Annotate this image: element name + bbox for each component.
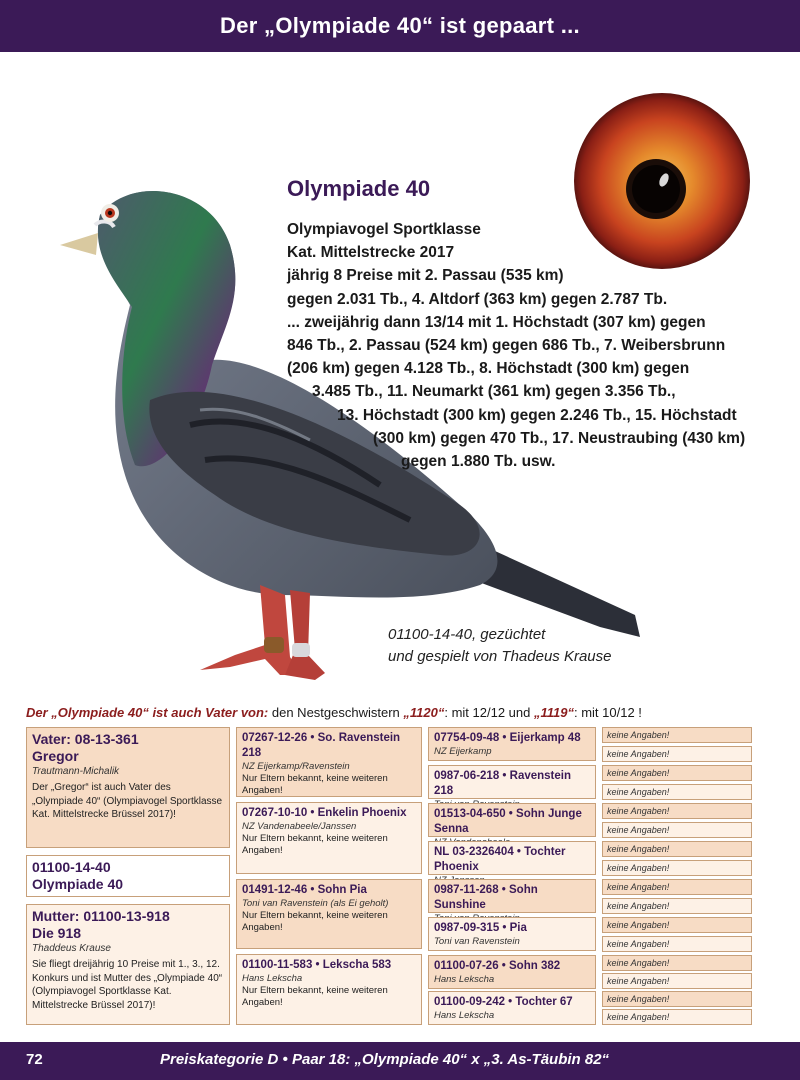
sire-breeder: Trautmann-Michalik xyxy=(32,766,120,777)
achievement-line: gegen 1.880 Tb. usw. xyxy=(401,453,556,471)
achievement-text xyxy=(287,218,797,473)
achievement-line: (300 km) gegen 470 Tb., 17. Neustraubing (430 km) xyxy=(373,429,746,447)
no-info-cell: keine Angaben! xyxy=(602,1009,752,1025)
no-info-cell: keine Angaben! xyxy=(602,973,752,989)
header-title: Der „Olympiade 40“ ist gepaart ... xyxy=(220,13,580,38)
achievement-line: jährig 8 Preise mit 2. Passau (535 km) xyxy=(287,267,564,285)
grandparent-box: 01100-11-583 • Lekscha 583 Hans Lekscha Nur Eltern bekannt, keine weiteren Angaben! xyxy=(236,954,422,1025)
grandparent-box: 07267-12-26 • So. Ravenstein 218 NZ Eijerkamp/Ravenstein Nur Eltern bekannt, keine weiteren Angaben! xyxy=(236,727,422,797)
no-info-cell: keine Angaben! xyxy=(602,860,752,876)
no-info-cell: keine Angaben! xyxy=(602,991,752,1007)
dam-box xyxy=(26,904,230,1025)
dam-note: Sie fliegt dreijährig 10 Preise mit 1., 3., 12. Konkurs und ist Mutter des „Olympiade 40“ (Olympiavogel Sportklasse Kat. Mittelstrecke Brüssel 2017)! xyxy=(32,959,223,1011)
grandparent-box: 01491-12-46 • Sohn Pia Toni van Ravenstein (als Ei geholt) Nur Eltern bekannt, keine weiteren Angaben! xyxy=(236,879,422,949)
pigeon-name: Olympiade 40 xyxy=(287,176,431,201)
no-info-cell: keine Angaben! xyxy=(602,746,752,762)
no-info-cell: keine Angaben! xyxy=(602,803,752,819)
achievement-line: Kat. Mittelstrecke 2017 xyxy=(287,244,455,262)
no-info-cell: keine Angaben! xyxy=(602,936,752,952)
no-info-cell: keine Angaben! xyxy=(602,879,752,895)
page-number: 72 xyxy=(26,1051,43,1068)
achievement-line: Olympiavogel Sportklasse xyxy=(287,221,481,238)
dam-name: Die 918 xyxy=(32,925,82,941)
offspring-note: Der „Olympiade 40“ ist auch Vater von: den Nestgeschwistern „1120“: mit 12/12 und „1119“: mit 10/12 ! xyxy=(26,705,642,720)
no-info-cell: keine Angaben! xyxy=(602,898,752,914)
photo-caption: 01100-14-40, gezüchtet und gespielt von Thadeus Krause xyxy=(388,626,612,665)
dam-breeder: Thaddeus Krause xyxy=(32,943,111,954)
sire-note: Der „Gregor“ ist auch Vater des „Olympiade 40“ (Olympiavogel Sportklasse Kat. Mittelstrecke Brüssel 2017)! xyxy=(32,782,223,820)
no-info-cell: keine Angaben! xyxy=(602,917,752,933)
no-info-cell: keine Angaben! xyxy=(602,822,752,838)
sire-title: Vater: 08-13-361 xyxy=(32,731,139,747)
great-grandparent-box: 07754-09-48 • Eijerkamp 48 NZ Eijerkamp xyxy=(428,727,596,761)
great-grandparent-box: 0987-06-218 • Ravenstein 218 xyxy=(428,765,596,799)
sire-name: Gregor xyxy=(32,748,79,764)
no-info-cell: keine Angaben! xyxy=(602,841,752,857)
achievement-line: gegen 2.031 Tb., 4. Altdorf (363 km) gegen 2.787 Tb. xyxy=(287,290,668,308)
achievement-line: 846 Tb., 2. Passau (524 km) gegen 686 Tb., 7. Weibersbrunn xyxy=(287,337,726,355)
no-info-cell: keine Angaben! xyxy=(602,765,752,781)
subject-ring: 01100-14-40 xyxy=(32,859,111,875)
grandparent-box: 07267-10-10 • Enkelin Phoenix NZ Vandenabeele/Janssen Nur Eltern bekannt, keine weiteren Angaben! xyxy=(236,802,422,874)
no-info-cell: keine Angaben! xyxy=(602,727,752,743)
sire-box xyxy=(26,727,230,848)
achievement-line: ... zweijährig dann 13/14 mit 1. Höchstadt (307 km) gegen xyxy=(287,313,706,331)
achievement-line: 3.485 Tb., 11. Neumarkt (361 km) gegen 3.356 Tb., xyxy=(312,383,676,401)
great-grandparent-box: 0987-11-268 • Sohn Sunshine xyxy=(428,879,596,913)
great-grandparent-box: NL 03-2326404 • Tochter Phoenix xyxy=(428,841,596,875)
dam-title: Mutter: 01100-13-918 xyxy=(32,908,170,924)
footer-title: Preiskategorie D • Paar 18: „Olympiade 40“ x „3. As-Täubin 82“ xyxy=(160,1051,610,1068)
great-grandparent-box: 0987-09-315 • Pia Toni van Ravenstein xyxy=(428,917,596,951)
great-grandparent-box: 01513-04-650 • Sohn Junge Senna xyxy=(428,803,596,837)
achievement-line: (206 km) gegen 4.128 Tb., 8. Höchstadt (300 km) gegen xyxy=(287,360,690,378)
great-grandparent-box: 01100-07-26 • Sohn 382 Hans Lekscha xyxy=(428,955,596,989)
no-info-cell: keine Angaben! xyxy=(602,955,752,971)
achievement-line: 13. Höchstadt (300 km) gegen 2.246 Tb., 15. Höchstadt xyxy=(337,406,737,424)
page-header xyxy=(0,0,800,52)
page-footer xyxy=(0,1042,800,1080)
subject-name: Olympiade 40 xyxy=(32,876,124,892)
great-grandparent-box: 01100-09-242 • Tochter 67 Hans Lekscha xyxy=(428,991,596,1025)
no-info-cell: keine Angaben! xyxy=(602,784,752,800)
subject-box xyxy=(26,855,230,897)
